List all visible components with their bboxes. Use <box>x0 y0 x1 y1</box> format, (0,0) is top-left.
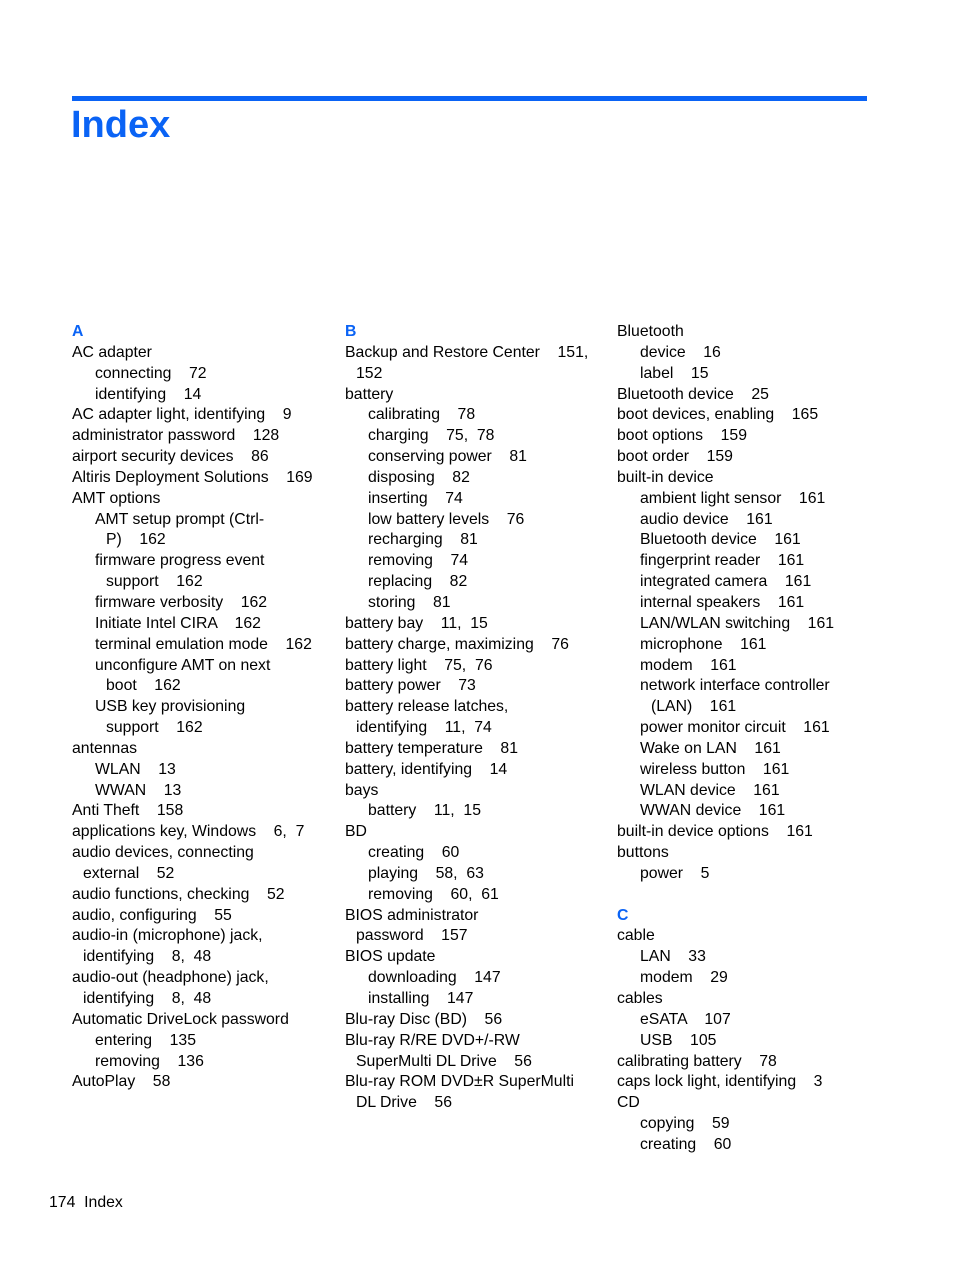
index-entry: Backup and Restore Center 151, <box>345 343 589 361</box>
index-entry: password 157 <box>356 927 468 945</box>
index-entry: network interface controller <box>640 677 830 695</box>
index-entry: AMT setup prompt (Ctrl- <box>95 510 265 528</box>
index-entry: entering 135 <box>95 1031 196 1049</box>
index-entry: Automatic DriveLock password <box>72 1010 289 1028</box>
index-entry: AMT options <box>72 489 161 507</box>
index-entry: AutoPlay 58 <box>72 1073 171 1091</box>
index-entry: WLAN 13 <box>95 760 176 778</box>
index-entry: boot devices, enabling 165 <box>617 406 819 424</box>
index-entry: device 16 <box>640 343 721 361</box>
index-entry: eSATA 107 <box>640 1010 731 1028</box>
index-entry: boot 162 <box>106 677 181 695</box>
index-entry: USB 105 <box>640 1031 717 1049</box>
index-entry: removing 60, 61 <box>368 885 499 903</box>
index-entry: fingerprint reader 161 <box>640 552 805 570</box>
index-entry: ambient light sensor 161 <box>640 489 826 507</box>
index-entry: Bluetooth device 161 <box>640 531 801 549</box>
index-entry: Blu-ray R/RE DVD+/-RW <box>345 1031 520 1049</box>
index-entry: battery charge, maximizing 76 <box>345 635 569 653</box>
index-entry: administrator password 128 <box>72 427 280 445</box>
index-entry: battery temperature 81 <box>345 739 518 757</box>
index-entry: calibrating 78 <box>368 406 476 424</box>
index-column-1 <box>72 322 313 1093</box>
index-entry: BIOS update <box>345 948 436 966</box>
index-entry: calibrating battery 78 <box>617 1052 777 1070</box>
index-entry: replacing 82 <box>368 573 468 591</box>
index-entry: support 162 <box>106 573 203 591</box>
index-column-3 <box>617 322 834 1156</box>
index-entry: caps lock light, identifying 3 <box>617 1073 823 1091</box>
index-entry: identifying 11, 74 <box>356 719 492 737</box>
index-entry: Bluetooth <box>617 323 684 340</box>
index-entry: bays <box>345 781 379 799</box>
index-entry: battery light 75, 76 <box>345 656 493 674</box>
index-entry: firmware verbosity 162 <box>95 593 268 611</box>
index-entry: disposing 82 <box>368 468 470 486</box>
index-entry: buttons <box>617 844 669 862</box>
index-entry: removing 74 <box>368 552 469 570</box>
index-entry: external 52 <box>83 864 175 882</box>
index-entry: downloading 147 <box>368 969 501 987</box>
index-entry: boot options 159 <box>617 427 747 445</box>
index-entry: Blu-ray ROM DVD±R SuperMulti <box>345 1073 574 1091</box>
index-entry: audio-in (microphone) jack, <box>72 927 263 945</box>
index-entry: applications key, Windows 6, 7 <box>72 823 305 841</box>
index-entry: identifying 8, 48 <box>83 990 212 1007</box>
index-entry: conserving power 81 <box>368 448 527 466</box>
index-entry: battery release latches, <box>345 698 509 716</box>
index-entry: charging 75, 78 <box>368 427 495 445</box>
index-entry: modem 29 <box>640 969 728 987</box>
page-number: 174 <box>49 1194 76 1211</box>
index-entry: removing 136 <box>95 1052 204 1070</box>
index-entry: firmware progress event <box>95 552 265 570</box>
index-entry: AC adapter <box>72 343 152 361</box>
index-entry: modem 161 <box>640 656 737 674</box>
index-entry: recharging 81 <box>368 531 478 549</box>
index-entry: installing 147 <box>368 990 474 1007</box>
index-entry: identifying 8, 48 <box>83 948 212 966</box>
index-entry: label 15 <box>640 364 709 382</box>
index-entry: (LAN) 161 <box>651 698 737 716</box>
index-entry: BIOS administrator <box>345 906 479 924</box>
index-entry: P) 162 <box>106 531 166 549</box>
index-entry: connecting 72 <box>95 364 207 382</box>
index-entry: storing 81 <box>368 593 451 611</box>
index-entry: identifying 14 <box>95 385 202 403</box>
index-entry: inserting 74 <box>368 489 463 507</box>
index-entry: SuperMulti DL Drive 56 <box>356 1052 532 1070</box>
index-letter-heading: A <box>72 323 84 340</box>
index-entry: cables <box>617 990 663 1007</box>
index-entry: power 5 <box>640 864 710 882</box>
index-column-2 <box>345 322 588 1114</box>
index-entry: battery <box>345 385 394 403</box>
index-entry: Bluetooth device 25 <box>617 385 769 403</box>
index-entry: boot order 159 <box>617 448 733 466</box>
index-entry: airport security devices 86 <box>72 448 269 466</box>
index-entry: cable <box>617 927 655 945</box>
index-entry: microphone 161 <box>640 635 767 653</box>
index-entry: LAN 33 <box>640 948 706 966</box>
footer-section: Index <box>84 1194 123 1211</box>
index-entry: wireless button 161 <box>640 760 790 778</box>
index-entry: audio, configuring 55 <box>72 906 232 924</box>
index-letter-heading: C <box>617 906 629 924</box>
index-entry: AC adapter light, identifying 9 <box>72 406 292 424</box>
index-entry: audio device 161 <box>640 510 773 528</box>
index-entry: CD <box>617 1094 640 1112</box>
index-entry: Altiris Deployment Solutions 169 <box>72 468 313 486</box>
index-entry: DL Drive 56 <box>356 1094 452 1112</box>
index-entry: creating 60 <box>640 1135 732 1153</box>
index-entry: battery power 73 <box>345 677 476 695</box>
index-entry: WWAN device 161 <box>640 802 786 820</box>
index-entry: USB key provisioning <box>95 698 246 716</box>
index-entry: creating 60 <box>368 844 460 862</box>
index-entry: audio functions, checking 52 <box>72 885 285 903</box>
index-entry: integrated camera 161 <box>640 573 812 591</box>
index-entry: low battery levels 76 <box>368 510 525 528</box>
index-entry: Wake on LAN 161 <box>640 739 781 757</box>
index-letter-heading: B <box>345 323 357 340</box>
index-entry: audio devices, connecting <box>72 844 254 862</box>
index-entry: audio-out (headphone) jack, <box>72 969 269 987</box>
index-entry: BD <box>345 823 367 841</box>
index-entry: power monitor circuit 161 <box>640 719 830 737</box>
index-entry: WLAN device 161 <box>640 781 780 799</box>
index-entry: battery bay 11, 15 <box>345 614 488 632</box>
index-entry: 152 <box>356 364 383 382</box>
index-entry: battery, identifying 14 <box>345 760 508 778</box>
index-entry: internal speakers 161 <box>640 593 805 611</box>
index-entry: WWAN 13 <box>95 781 182 799</box>
title-rule <box>72 96 867 101</box>
index-entry: built-in device <box>617 468 714 486</box>
page-title: Index <box>71 104 171 146</box>
index-entry: battery 11, 15 <box>368 802 481 820</box>
index-entry: support 162 <box>106 719 203 737</box>
index-entry: unconfigure AMT on next <box>95 656 271 674</box>
index-entry: copying 59 <box>640 1115 730 1133</box>
index-entry: built-in device options 161 <box>617 823 813 841</box>
page-footer <box>49 1193 123 1213</box>
index-entry: terminal emulation mode 162 <box>95 635 312 653</box>
index-entry: antennas <box>72 739 138 757</box>
index-entry: LAN/WLAN switching 161 <box>640 614 835 632</box>
index-entry: Anti Theft 158 <box>72 802 184 820</box>
index-entry: Blu-ray Disc (BD) 56 <box>345 1010 503 1028</box>
index-entry: Initiate Intel CIRA 162 <box>95 614 261 632</box>
index-spacer <box>617 885 834 906</box>
index-entry: playing 58, 63 <box>368 864 484 882</box>
